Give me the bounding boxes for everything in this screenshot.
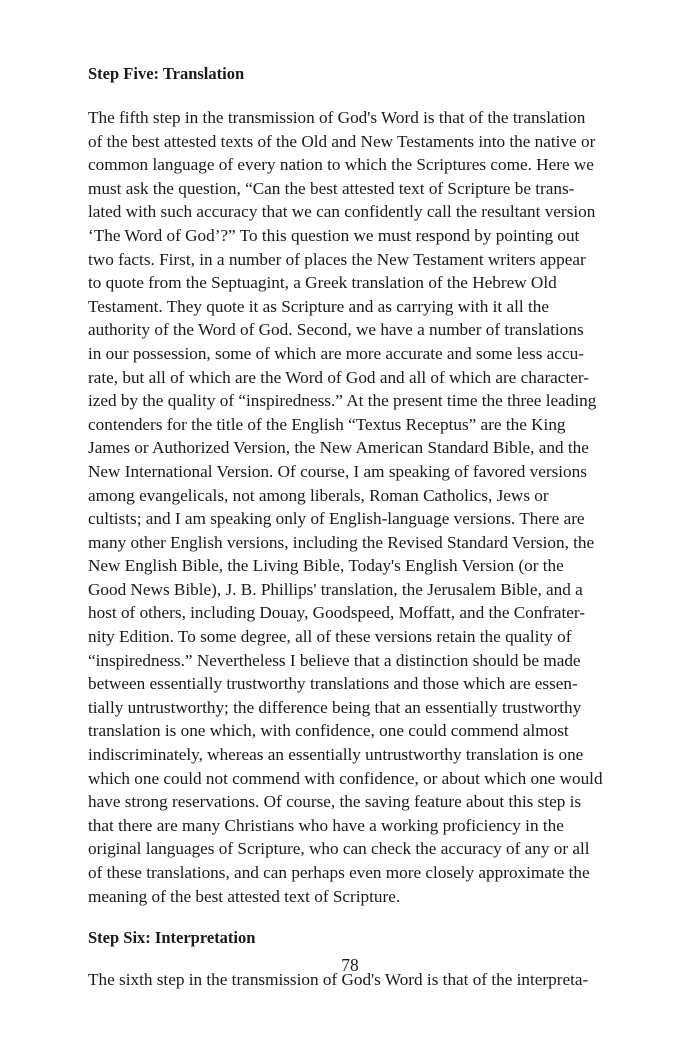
text-line: The fifth step in the transmission of God's Word is that of the translation: [88, 108, 586, 127]
text-line: New English Bible, the Living Bible, Today's English Version (or the: [88, 556, 564, 576]
text-line: ‘The Word of God’?” To this question we must respond by pointing out: [88, 225, 580, 245]
text-line: The sixth step in the transmission of God's Word is that of the interpreta-: [88, 970, 589, 990]
text-line: tially untrustworthy; the difference being that an essentially trustworthy: [88, 697, 582, 717]
text-line: two facts. First, in a number of places the New Testament writers appear: [88, 249, 586, 269]
text-line: must ask the question, “Can the best attested text of Scripture be trans-: [88, 178, 575, 198]
text-line: between essentially trustworthy translations and those which are essen-: [88, 674, 578, 694]
text-line: of these translations, and can perhaps even more closely approximate the: [88, 863, 590, 882]
text-line: rate, but all of which are the Word of God and all of which are character-: [88, 367, 589, 387]
section-heading-translation: Step Five: Translation: [88, 64, 245, 83]
paragraph-translation: [88, 106, 640, 908]
page-number: 78: [341, 955, 359, 975]
text-line: contenders for the title of the English “Textus Receptus” are the King: [88, 414, 566, 434]
text-line: authority of the Word of God. Second, we have a number of translations: [88, 320, 584, 340]
text-line: have strong reservations. Of course, the saving feature about this step is: [88, 792, 582, 812]
text-line: cultists; and I am speaking only of English-language versions. There are: [88, 509, 585, 529]
text-line: ized by the quality of “inspiredness.” At the present time the three leading: [88, 391, 597, 411]
text-line: many other English versions, including the Revised Standard Version, the: [88, 532, 595, 552]
text-line: original languages of Scripture, who can check the accuracy of any or all: [88, 839, 590, 859]
text-line: host of others, including Douay, Goodspeed, Moffatt, and the Confrater-: [88, 603, 586, 623]
text-line: Good News Bible), J. B. Phillips' translation, the Jerusalem Bible, and a: [88, 579, 583, 599]
page-body: [88, 62, 640, 992]
text-line: “inspiredness.” Nevertheless I believe that a distinction should be made: [88, 650, 581, 670]
text-line: of the best attested texts of the Old and New Testaments into the native or: [88, 131, 596, 151]
text-line: to quote from the Septuagint, a Greek translation of the Hebrew Old: [88, 273, 557, 293]
text-line: among evangelicals, not among liberals, Roman Catholics, Jews or: [88, 485, 549, 505]
text-line: James or Authorized Version, the New American Standard Bible, and the: [88, 438, 589, 458]
text-line: translation is one which, with confidence, one could commend almost: [88, 721, 569, 741]
text-line: lated with such accuracy that we can confidently call the resultant version: [88, 202, 596, 222]
text-line: New International Version. Of course, I am speaking of favored versions: [88, 461, 587, 481]
text-line: nity Edition. To some degree, all of these versions retain the quality of: [88, 627, 572, 647]
text-line: common language of every nation to which the Scriptures come. Here we: [88, 155, 594, 175]
text-line: meaning of the best attested text of Scripture.: [88, 886, 401, 906]
section-heading-interpretation: Step Six: Interpretation: [88, 928, 256, 948]
text-line: indiscriminately, whereas an essentially untrustworthy translation is one: [88, 745, 584, 765]
text-line: Testament. They quote it as Scripture and as carrying with it all the: [88, 296, 549, 316]
text-line: which one could not commend with confidence, or about which one would: [88, 768, 603, 788]
text-line: in our possession, some of which are more accurate and some less accu-: [88, 343, 584, 363]
text-line: that there are many Christians who have a working proficiency in the: [88, 815, 564, 835]
